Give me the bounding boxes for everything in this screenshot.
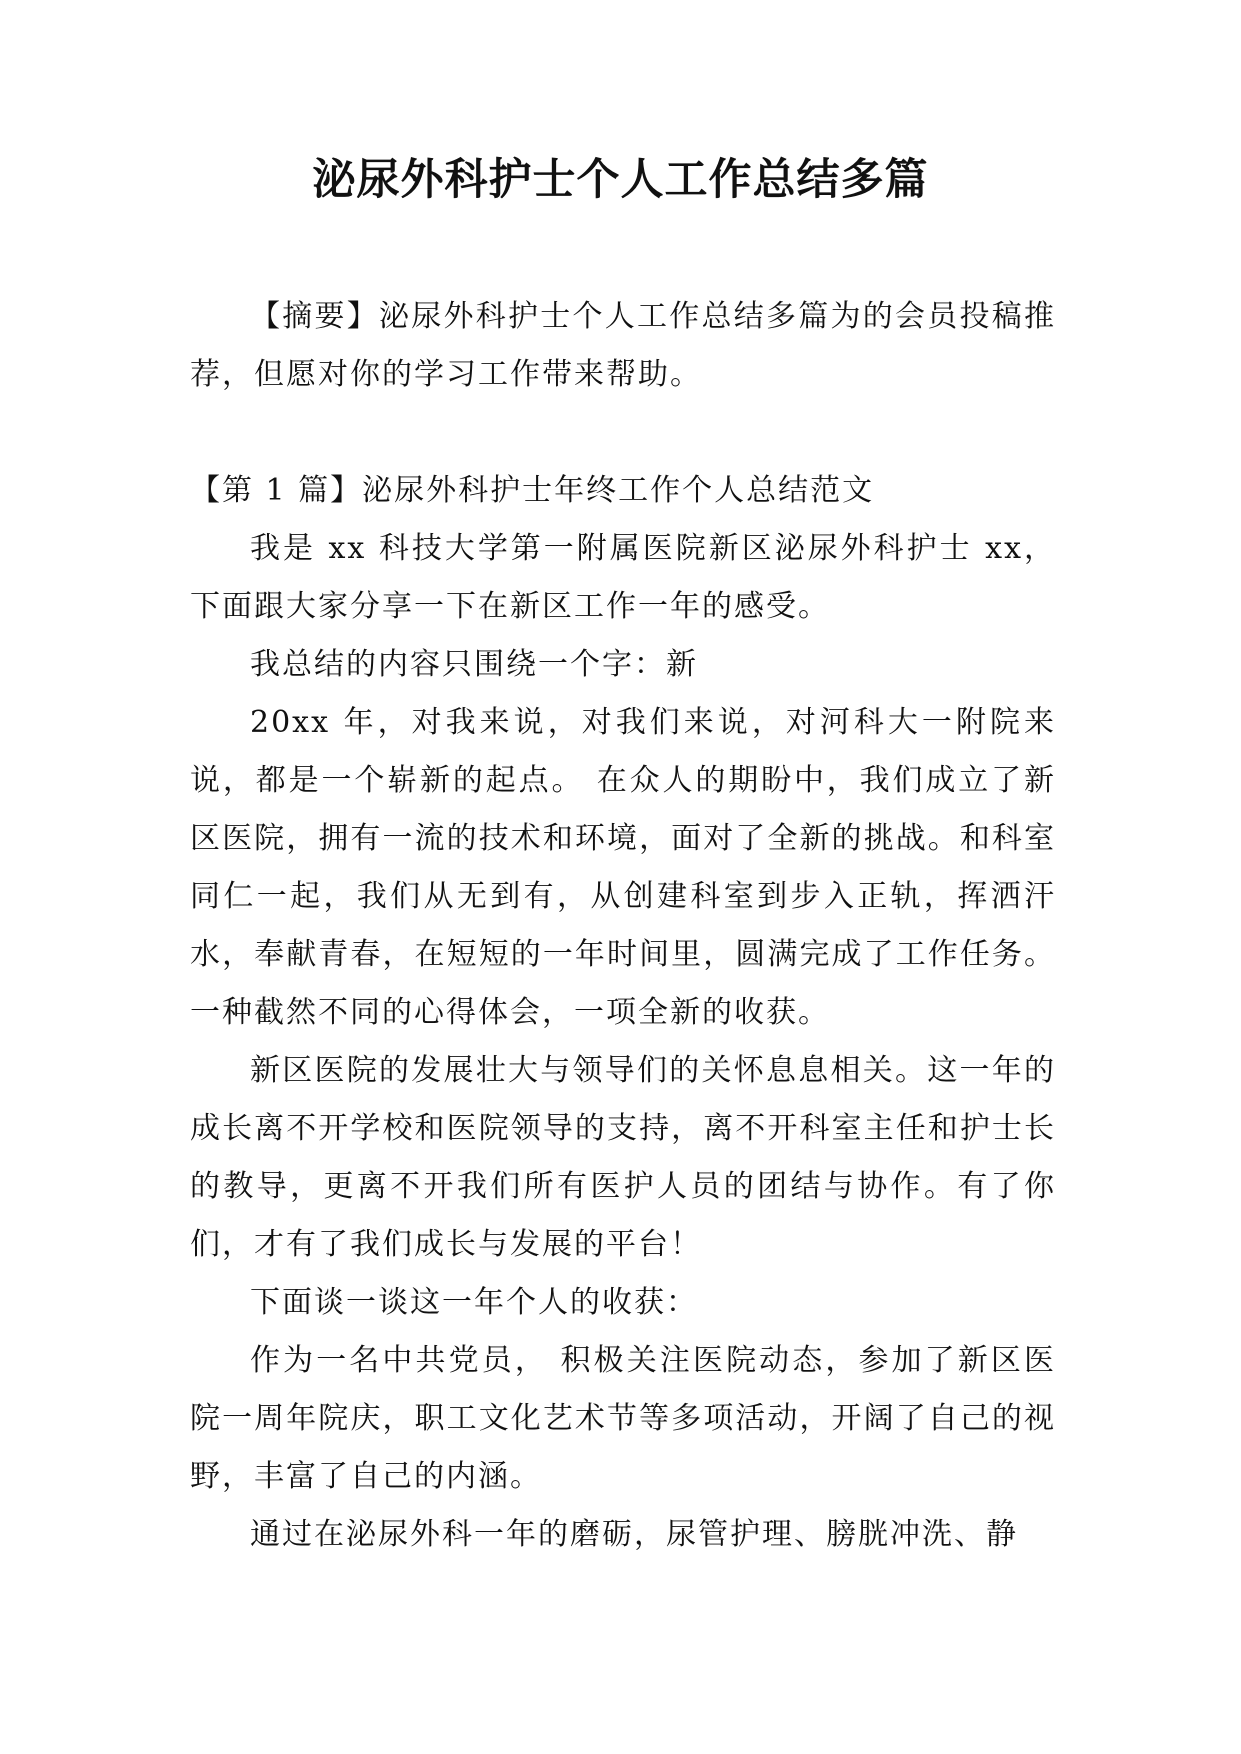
body-paragraph: 下面谈一谈这一年个人的收获： [250, 1285, 698, 1320]
document-body [190, 288, 1056, 1564]
abstract-paragraph: 【摘要】泌尿外科护士个人工作总结多篇为的会员投稿推荐，但愿对你的学习工作带来帮助。 [190, 299, 1056, 392]
body-paragraph: 新区医院的发展壮大与领导们的关怀息息相关。这一年的成长离不开学校和医院领导的支持，离不开科室主任和护士长的教导，更离不开我们所有医护人员的团结与协作。有了你们，才有了我们成长与发展的平台！ [190, 1053, 1056, 1262]
body-paragraph: 作为一名中共党员， 积极关注医院动态，参加了新区医院一周年院庆，职工文化艺术节等多项活动，开阔了自己的视野，丰富了自己的内涵。 [190, 1343, 1056, 1494]
body-paragraph: 我是 xx 科技大学第一附属医院新区泌尿外科护士 xx，下面跟大家分享一下在新区工作一年的感受。 [190, 531, 1056, 624]
body-paragraph: 我总结的内容只围绕一个字：新 [250, 647, 698, 682]
section-heading: 【第 1 篇】泌尿外科护士年终工作个人总结范文 [190, 473, 875, 508]
body-paragraph: 20xx 年，对我来说，对我们来说，对河科大一附院来说，都是一个崭新的起点。 在众人的期盼中，我们成立了新区医院，拥有一流的技术和环境，面对了全新的挑战。和科室同仁一起，我们从无到有，从创建科室到步入正轨，挥洒汗水，奉献青春，在短短的一年时间里，圆满完成了工作任务。一种截然不同的心得体会，一项全新的收获。 [190, 705, 1056, 1030]
document-title: 泌尿外科护士个人工作总结多篇 [312, 155, 929, 205]
body-paragraph: 通过在泌尿外科一年的磨砺，尿管护理、膀胱冲洗、静 [250, 1517, 1018, 1552]
